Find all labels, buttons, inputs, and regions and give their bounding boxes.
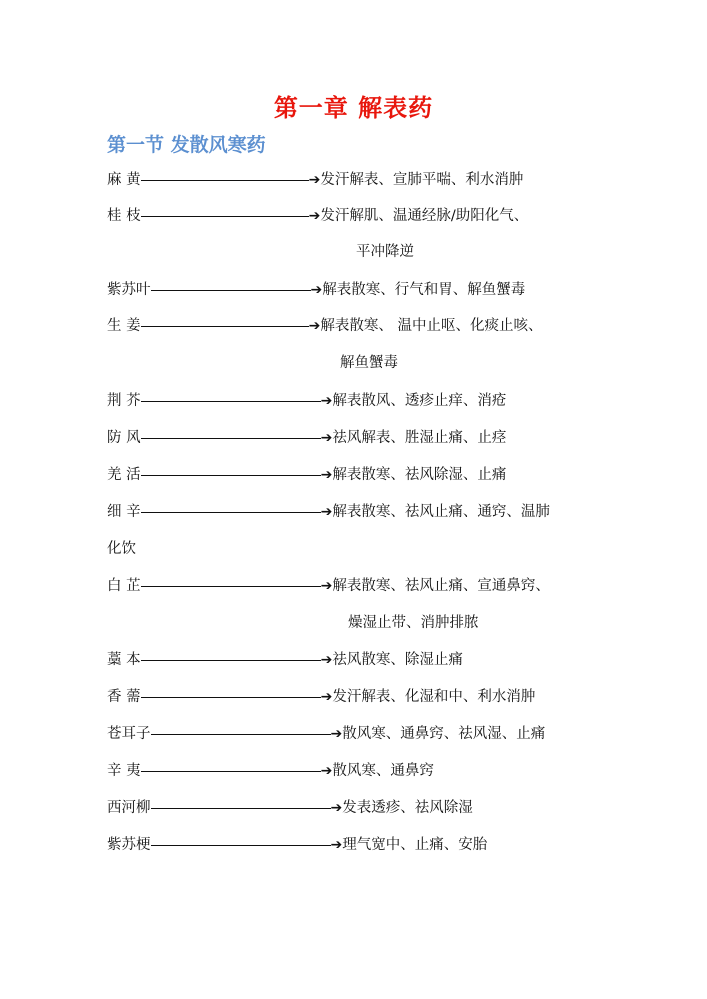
herb-entry [107, 759, 434, 783]
connector-line [141, 512, 321, 513]
herb-entry [107, 463, 506, 487]
connector-line [141, 660, 321, 661]
herb-effects: 散风寒、通鼻窍、祛风湿、止痛 [342, 726, 546, 742]
arrow-right-icon: ➔ [330, 837, 343, 853]
chapter-title: 第一章 解表药 [273, 94, 434, 122]
herb-effects: 解表散寒、祛风止痛、通窍、温肺 [332, 504, 550, 520]
connector-line [141, 771, 321, 772]
arrow-right-icon: ➔ [308, 172, 321, 188]
herb-effects: 发汗解肌、温通经脉/助阳化气、 [320, 208, 529, 224]
herb-effects: 解表散风、透疹止痒、消疮 [332, 393, 507, 409]
arrow-right-icon: ➔ [330, 726, 343, 742]
herb-name: 麻 黄 [107, 172, 141, 188]
herb-entry [107, 204, 528, 228]
connector-line [141, 438, 321, 439]
herb-name: 细 辛 [107, 504, 141, 520]
herb-effects: 祛风散寒、除湿止痛 [332, 652, 463, 668]
herb-name: 荆 芥 [107, 393, 141, 409]
herb-effects: 发汗解表、化湿和中、利水消肿 [332, 689, 536, 705]
arrow-right-icon: ➔ [320, 763, 333, 779]
herb-entry [107, 389, 506, 413]
herb-name: 辛 夷 [107, 763, 141, 779]
herb-entry [107, 500, 550, 524]
arrow-right-icon: ➔ [320, 652, 333, 668]
connector-line [151, 845, 331, 846]
herb-entry [107, 278, 525, 302]
herb-effects-continued: 燥湿止带、消肿排脓 [348, 615, 479, 631]
herb-effects: 散风寒、通鼻窍 [332, 763, 434, 779]
section-title: 第一节 发散风寒药 [107, 134, 266, 156]
herb-effects: 解表散寒、祛风止痛、宣通鼻窍、 [332, 578, 550, 594]
herb-entry [107, 314, 542, 338]
connector-line [151, 808, 331, 809]
herb-effects: 发汗解表、宣肺平喘、利水消肿 [320, 172, 524, 188]
herb-name: 紫苏叶 [107, 282, 151, 298]
connector-line [141, 401, 321, 402]
herb-effects-continued: 解鱼蟹毒 [340, 355, 398, 371]
herb-name: 白 芷 [107, 578, 141, 594]
connector-line [141, 180, 309, 181]
arrow-right-icon: ➔ [310, 282, 323, 298]
herb-name: 生 姜 [107, 318, 141, 334]
herb-effects: 解表散寒、 温中止呕、化痰止咳、 [320, 318, 543, 334]
herb-name: 西河柳 [107, 800, 151, 816]
herb-entry [107, 426, 506, 450]
connector-line [141, 697, 321, 698]
herb-name: 桂 枝 [107, 208, 141, 224]
connector-line [151, 734, 331, 735]
arrow-right-icon: ➔ [308, 318, 321, 334]
herb-entry [107, 685, 535, 709]
herb-effects: 理气宽中、止痛、安胎 [342, 837, 488, 853]
arrow-right-icon: ➔ [320, 504, 333, 520]
herb-effects-continued: 化饮 [107, 541, 136, 557]
herb-effects: 解表散寒、祛风除湿、止痛 [332, 467, 507, 483]
connector-line [141, 326, 309, 327]
connector-line [141, 475, 321, 476]
herb-effects: 解表散寒、行气和胃、解鱼蟹毒 [322, 282, 526, 298]
herb-name: 防 风 [107, 430, 141, 446]
herb-effects: 发表透疹、祛风除湿 [342, 800, 473, 816]
herb-name: 羌 活 [107, 467, 141, 483]
herb-entry [107, 574, 550, 598]
arrow-right-icon: ➔ [320, 578, 333, 594]
arrow-right-icon: ➔ [308, 208, 321, 224]
herb-entry [107, 796, 473, 820]
arrow-right-icon: ➔ [320, 467, 333, 483]
herb-entry [107, 168, 523, 192]
herb-entry [107, 648, 463, 672]
arrow-right-icon: ➔ [320, 689, 333, 705]
connector-line [151, 290, 311, 291]
arrow-right-icon: ➔ [320, 430, 333, 446]
herb-name: 藁 本 [107, 652, 141, 668]
herb-effects-continued: 平冲降逆 [356, 244, 414, 260]
connector-line [141, 216, 309, 217]
herb-effects: 祛风解表、胜湿止痛、止痉 [332, 430, 507, 446]
herb-name: 紫苏梗 [107, 837, 151, 853]
herb-entry [107, 833, 487, 857]
herb-entry [107, 722, 545, 746]
herb-name: 苍耳子 [107, 726, 151, 742]
herb-name: 香 薷 [107, 689, 141, 705]
arrow-right-icon: ➔ [320, 393, 333, 409]
connector-line [141, 586, 321, 587]
arrow-right-icon: ➔ [330, 800, 343, 816]
